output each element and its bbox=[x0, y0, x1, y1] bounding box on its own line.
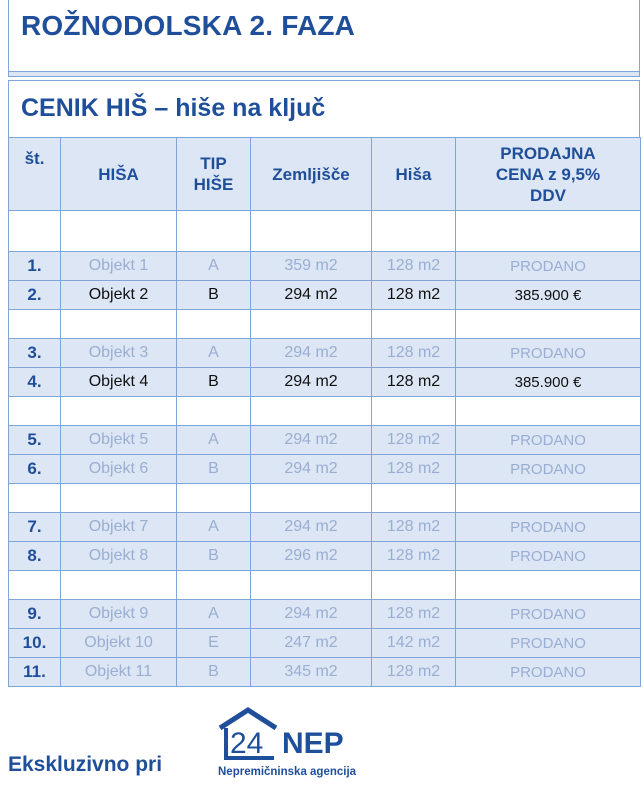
price-table bbox=[8, 137, 641, 687]
title-divider bbox=[9, 71, 639, 76]
table-row bbox=[9, 426, 641, 455]
subtitle-box bbox=[8, 80, 640, 138]
house-name: Objekt 11 bbox=[61, 658, 177, 687]
table-row bbox=[9, 368, 641, 397]
table-header-row bbox=[9, 138, 641, 211]
row-number: 1. bbox=[9, 252, 61, 281]
price: PRODANO bbox=[456, 542, 641, 571]
row-number: 3. bbox=[9, 339, 61, 368]
house-type: A bbox=[177, 339, 251, 368]
table-row bbox=[9, 252, 641, 281]
header-type: TIP HIŠE bbox=[177, 138, 251, 211]
house-name: Objekt 8 bbox=[61, 542, 177, 571]
land-area: 345 m2 bbox=[251, 658, 372, 687]
house-type: E bbox=[177, 629, 251, 658]
price: 385.900 € bbox=[456, 281, 641, 310]
land-area: 294 m2 bbox=[251, 339, 372, 368]
house-area: 128 m2 bbox=[372, 658, 456, 687]
agency-logo bbox=[218, 706, 378, 796]
land-area: 294 m2 bbox=[251, 455, 372, 484]
price: PRODANO bbox=[456, 629, 641, 658]
spacer-row bbox=[9, 571, 641, 600]
header-price: PRODAJNA CENA z 9,5% DDV bbox=[456, 138, 641, 211]
house-type: A bbox=[177, 513, 251, 542]
table-row bbox=[9, 600, 641, 629]
house-area: 128 m2 bbox=[372, 252, 456, 281]
price: 385.900 € bbox=[456, 368, 641, 397]
row-number: 2. bbox=[9, 281, 61, 310]
price: PRODANO bbox=[456, 426, 641, 455]
title-box bbox=[8, 0, 640, 77]
house-area: 128 m2 bbox=[372, 368, 456, 397]
price: PRODANO bbox=[456, 658, 641, 687]
house-type: B bbox=[177, 455, 251, 484]
house-area: 128 m2 bbox=[372, 281, 456, 310]
house-area: 128 m2 bbox=[372, 339, 456, 368]
house-area: 128 m2 bbox=[372, 600, 456, 629]
house-name: Objekt 1 bbox=[61, 252, 177, 281]
house-logo-icon bbox=[218, 706, 378, 766]
land-area: 296 m2 bbox=[251, 542, 372, 571]
house-name: Objekt 7 bbox=[61, 513, 177, 542]
house-type: B bbox=[177, 658, 251, 687]
table-row bbox=[9, 281, 641, 310]
land-area: 294 m2 bbox=[251, 513, 372, 542]
row-number: 5. bbox=[9, 426, 61, 455]
house-type: A bbox=[177, 426, 251, 455]
land-area: 294 m2 bbox=[251, 426, 372, 455]
header-house: HIŠA bbox=[61, 138, 177, 211]
spacer-row bbox=[9, 397, 641, 426]
land-area: 247 m2 bbox=[251, 629, 372, 658]
table-row bbox=[9, 455, 641, 484]
logo-tagline: Nepremičninska agencija bbox=[218, 766, 357, 778]
table-row bbox=[9, 542, 641, 571]
price: PRODANO bbox=[456, 600, 641, 629]
table-row bbox=[9, 658, 641, 687]
page-title: ROŽNODOLSKA 2. FAZA bbox=[21, 10, 356, 41]
header-land: Zemljišče bbox=[251, 138, 372, 211]
row-number: 11. bbox=[9, 658, 61, 687]
house-name: Objekt 4 bbox=[61, 368, 177, 397]
house-type: A bbox=[177, 252, 251, 281]
house-area: 128 m2 bbox=[372, 542, 456, 571]
house-name: Objekt 6 bbox=[61, 455, 177, 484]
row-number: 4. bbox=[9, 368, 61, 397]
row-number: 7. bbox=[9, 513, 61, 542]
header-house-area: Hiša bbox=[372, 138, 456, 211]
spacer-row bbox=[9, 310, 641, 339]
price: PRODANO bbox=[456, 252, 641, 281]
page-subtitle: CENIK HIŠ – hiše na ključ bbox=[21, 94, 326, 122]
land-area: 294 m2 bbox=[251, 368, 372, 397]
house-name: Objekt 3 bbox=[61, 339, 177, 368]
exclusive-label: Ekskluzivno pri bbox=[8, 753, 163, 776]
house-name: Objekt 10 bbox=[61, 629, 177, 658]
house-type: B bbox=[177, 542, 251, 571]
logo-name: NEP bbox=[282, 727, 344, 760]
land-area: 294 m2 bbox=[251, 600, 372, 629]
price: PRODANO bbox=[456, 455, 641, 484]
row-number: 10. bbox=[9, 629, 61, 658]
header-num: št. bbox=[9, 138, 61, 211]
house-type: B bbox=[177, 281, 251, 310]
house-area: 128 m2 bbox=[372, 513, 456, 542]
spacer-row bbox=[9, 484, 641, 513]
price-list bbox=[8, 0, 640, 688]
house-type: B bbox=[177, 368, 251, 397]
house-area: 142 m2 bbox=[372, 629, 456, 658]
table-row bbox=[9, 513, 641, 542]
house-area: 128 m2 bbox=[372, 426, 456, 455]
house-name: Objekt 5 bbox=[61, 426, 177, 455]
price: PRODANO bbox=[456, 513, 641, 542]
row-number: 9. bbox=[9, 600, 61, 629]
land-area: 294 m2 bbox=[251, 281, 372, 310]
house-area: 128 m2 bbox=[372, 455, 456, 484]
house-name: Objekt 2 bbox=[61, 281, 177, 310]
price: PRODANO bbox=[456, 339, 641, 368]
house-type: A bbox=[177, 600, 251, 629]
row-number: 6. bbox=[9, 455, 61, 484]
land-area: 359 m2 bbox=[251, 252, 372, 281]
spacer-row bbox=[9, 211, 641, 252]
house-name: Objekt 9 bbox=[61, 600, 177, 629]
row-number: 8. bbox=[9, 542, 61, 571]
table-row bbox=[9, 629, 641, 658]
logo-number: 24 bbox=[230, 727, 264, 760]
table-row bbox=[9, 339, 641, 368]
